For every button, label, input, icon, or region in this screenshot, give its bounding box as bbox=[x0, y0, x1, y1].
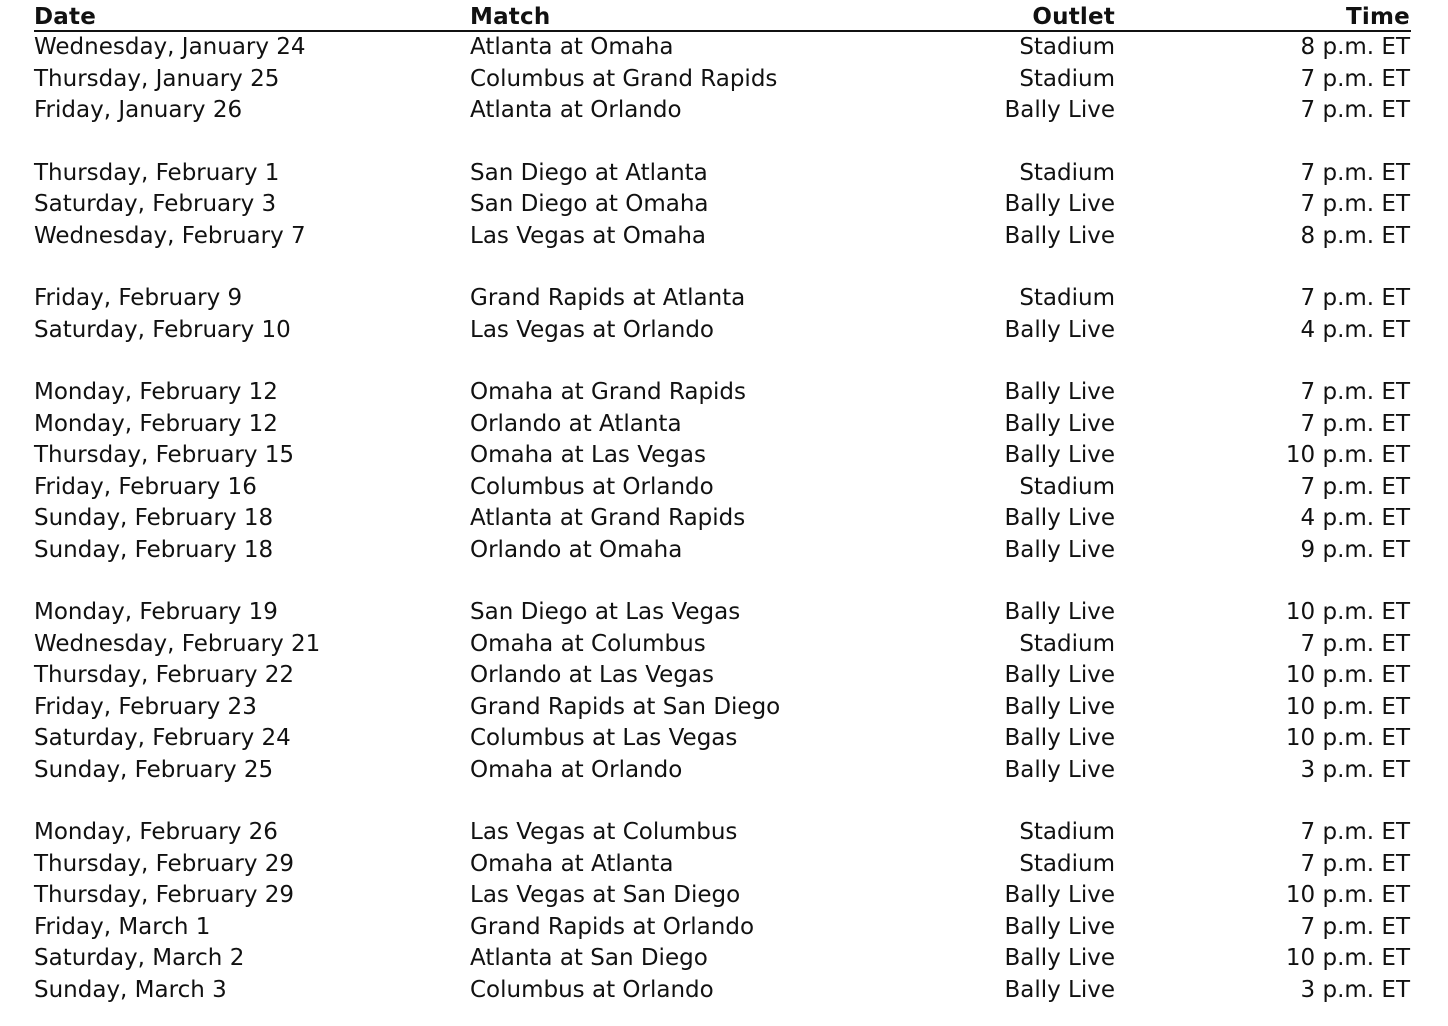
time-cell: 10 p.m. ET bbox=[1285, 662, 1410, 688]
time-cell: 7 p.m. ET bbox=[1300, 65, 1410, 92]
header-match: Match bbox=[470, 4, 551, 30]
table-row bbox=[34, 597, 1411, 629]
date-cell: Thursday, February 29 bbox=[34, 850, 295, 877]
table-row bbox=[34, 503, 1411, 535]
date-cell: Monday, February 12 bbox=[34, 379, 278, 405]
time-cell: 7 p.m. ET bbox=[1300, 410, 1410, 437]
outlet-cell: Bally Live bbox=[1004, 693, 1115, 720]
row-spacer bbox=[34, 127, 1411, 158]
outlet-cell: Bally Live bbox=[1004, 191, 1115, 217]
table-row bbox=[34, 755, 1411, 787]
table-row bbox=[34, 660, 1411, 692]
table-row bbox=[34, 535, 1411, 567]
date-cell: Sunday, March 3 bbox=[34, 976, 227, 1003]
outlet-cell: Bally Live bbox=[1004, 97, 1115, 123]
time-cell: 3 p.m. ET bbox=[1300, 976, 1410, 1003]
time-cell: 7 p.m. ET bbox=[1300, 379, 1410, 405]
table-row bbox=[34, 943, 1411, 975]
match-cell: Columbus at Las Vegas bbox=[470, 725, 738, 751]
date-cell: Wednesday, February 21 bbox=[34, 630, 321, 657]
outlet-cell: Bally Live bbox=[1004, 913, 1115, 940]
table-body bbox=[34, 32, 1411, 1006]
time-cell: 4 p.m. ET bbox=[1300, 505, 1410, 531]
time-cell: 10 p.m. ET bbox=[1285, 442, 1410, 468]
time-cell: 10 p.m. ET bbox=[1285, 693, 1410, 720]
outlet-cell: Bally Live bbox=[1004, 599, 1115, 625]
match-cell: Orlando at Atlanta bbox=[470, 410, 682, 437]
time-cell: 3 p.m. ET bbox=[1300, 756, 1410, 783]
date-cell: Thursday, January 25 bbox=[34, 65, 280, 92]
table-row bbox=[34, 158, 1411, 190]
table-row bbox=[34, 849, 1411, 881]
time-cell: 7 p.m. ET bbox=[1300, 819, 1410, 845]
outlet-cell: Bally Live bbox=[1004, 222, 1115, 249]
outlet-cell: Bally Live bbox=[1004, 410, 1115, 437]
outlet-cell: Bally Live bbox=[1004, 976, 1115, 1003]
date-cell: Friday, January 26 bbox=[34, 97, 243, 123]
date-cell: Sunday, February 18 bbox=[34, 536, 274, 563]
outlet-cell: Stadium bbox=[1019, 65, 1115, 92]
table-row bbox=[34, 880, 1411, 912]
match-cell: Atlanta at Orlando bbox=[470, 97, 682, 123]
table-row bbox=[34, 32, 1411, 64]
date-cell: Monday, February 26 bbox=[34, 819, 278, 845]
match-cell: Atlanta at San Diego bbox=[470, 945, 708, 971]
date-cell: Wednesday, February 7 bbox=[34, 222, 306, 249]
outlet-cell: Bally Live bbox=[1004, 725, 1115, 751]
date-cell: Thursday, February 1 bbox=[34, 159, 280, 186]
table-row bbox=[34, 440, 1411, 472]
table-row bbox=[34, 64, 1411, 96]
outlet-cell: Stadium bbox=[1019, 819, 1115, 845]
table-row bbox=[34, 377, 1411, 409]
table-row bbox=[34, 975, 1411, 1007]
table-row bbox=[34, 692, 1411, 724]
outlet-cell: Stadium bbox=[1019, 159, 1115, 186]
date-cell: Sunday, February 18 bbox=[34, 505, 274, 531]
time-cell: 10 p.m. ET bbox=[1285, 725, 1410, 751]
time-cell: 8 p.m. ET bbox=[1300, 34, 1410, 60]
match-cell: San Diego at Las Vegas bbox=[470, 599, 741, 625]
date-cell: Thursday, February 29 bbox=[34, 882, 295, 908]
table-header bbox=[34, 4, 1411, 32]
time-cell: 7 p.m. ET bbox=[1300, 473, 1410, 500]
table-row bbox=[34, 221, 1411, 253]
outlet-cell: Stadium bbox=[1019, 285, 1115, 311]
date-cell: Sunday, February 25 bbox=[34, 756, 274, 783]
row-spacer bbox=[34, 346, 1411, 377]
outlet-cell: Stadium bbox=[1019, 473, 1115, 500]
time-cell: 7 p.m. ET bbox=[1300, 913, 1410, 940]
match-cell: San Diego at Omaha bbox=[470, 191, 709, 217]
outlet-cell: Bally Live bbox=[1004, 536, 1115, 563]
outlet-cell: Stadium bbox=[1019, 630, 1115, 657]
match-cell: Omaha at Orlando bbox=[470, 756, 683, 783]
outlet-cell: Bally Live bbox=[1004, 379, 1115, 405]
row-spacer bbox=[34, 252, 1411, 283]
date-cell: Saturday, February 10 bbox=[34, 316, 291, 343]
outlet-cell: Bally Live bbox=[1004, 662, 1115, 688]
table-row bbox=[34, 283, 1411, 315]
time-cell: 7 p.m. ET bbox=[1300, 850, 1410, 877]
outlet-cell: Bally Live bbox=[1004, 945, 1115, 971]
date-cell: Friday, February 16 bbox=[34, 473, 257, 500]
date-cell: Friday, February 9 bbox=[34, 285, 243, 311]
match-cell: Omaha at Grand Rapids bbox=[470, 379, 747, 405]
time-cell: 10 p.m. ET bbox=[1285, 882, 1410, 908]
date-cell: Thursday, February 15 bbox=[34, 442, 295, 468]
time-cell: 4 p.m. ET bbox=[1300, 316, 1410, 343]
outlet-cell: Bally Live bbox=[1004, 442, 1115, 468]
table-row bbox=[34, 472, 1411, 504]
table-row bbox=[34, 189, 1411, 221]
date-cell: Friday, February 23 bbox=[34, 693, 257, 720]
date-cell: Saturday, March 2 bbox=[34, 945, 245, 971]
time-cell: 7 p.m. ET bbox=[1300, 97, 1410, 123]
date-cell: Monday, February 12 bbox=[34, 410, 278, 437]
match-cell: Atlanta at Grand Rapids bbox=[470, 505, 746, 531]
match-cell: Las Vegas at Orlando bbox=[470, 316, 715, 343]
table-row bbox=[34, 912, 1411, 944]
time-cell: 7 p.m. ET bbox=[1300, 630, 1410, 657]
time-cell: 10 p.m. ET bbox=[1285, 599, 1410, 625]
match-cell: Orlando at Omaha bbox=[470, 536, 683, 563]
match-cell: Columbus at Grand Rapids bbox=[470, 65, 778, 92]
table-row bbox=[34, 95, 1411, 127]
table-row bbox=[34, 723, 1411, 755]
table-row bbox=[34, 315, 1411, 347]
row-spacer bbox=[34, 786, 1411, 817]
outlet-cell: Bally Live bbox=[1004, 505, 1115, 531]
match-cell: Las Vegas at San Diego bbox=[470, 882, 741, 908]
outlet-cell: Bally Live bbox=[1004, 756, 1115, 783]
schedule-table bbox=[34, 4, 1411, 1006]
match-cell: Grand Rapids at Orlando bbox=[470, 913, 755, 940]
time-cell: 7 p.m. ET bbox=[1300, 285, 1410, 311]
match-cell: Atlanta at Omaha bbox=[470, 34, 674, 60]
match-cell: Omaha at Las Vegas bbox=[470, 442, 706, 468]
date-cell: Thursday, February 22 bbox=[34, 662, 295, 688]
date-cell: Saturday, February 24 bbox=[34, 725, 291, 751]
header-date: Date bbox=[34, 4, 97, 30]
date-cell: Saturday, February 3 bbox=[34, 191, 277, 217]
match-cell: Grand Rapids at Atlanta bbox=[470, 285, 746, 311]
table-row bbox=[34, 409, 1411, 441]
header-outlet: Outlet bbox=[1032, 4, 1115, 30]
outlet-cell: Stadium bbox=[1019, 34, 1115, 60]
match-cell: Las Vegas at Omaha bbox=[470, 222, 706, 249]
match-cell: Las Vegas at Columbus bbox=[470, 819, 738, 845]
match-cell: Orlando at Las Vegas bbox=[470, 662, 715, 688]
outlet-cell: Bally Live bbox=[1004, 882, 1115, 908]
date-cell: Wednesday, January 24 bbox=[34, 34, 306, 60]
date-cell: Monday, February 19 bbox=[34, 599, 278, 625]
match-cell: Columbus at Orlando bbox=[470, 473, 714, 500]
table-row bbox=[34, 817, 1411, 849]
time-cell: 7 p.m. ET bbox=[1300, 159, 1410, 186]
match-cell: San Diego at Atlanta bbox=[470, 159, 708, 186]
time-cell: 10 p.m. ET bbox=[1285, 945, 1410, 971]
outlet-cell: Stadium bbox=[1019, 850, 1115, 877]
table-row bbox=[34, 629, 1411, 661]
time-cell: 8 p.m. ET bbox=[1300, 222, 1410, 249]
outlet-cell: Bally Live bbox=[1004, 316, 1115, 343]
match-cell: Grand Rapids at San Diego bbox=[470, 693, 781, 720]
time-cell: 7 p.m. ET bbox=[1300, 191, 1410, 217]
time-cell: 9 p.m. ET bbox=[1300, 536, 1410, 563]
date-cell: Friday, March 1 bbox=[34, 913, 211, 940]
header-time: Time bbox=[1346, 4, 1410, 30]
match-cell: Columbus at Orlando bbox=[470, 976, 714, 1003]
match-cell: Omaha at Columbus bbox=[470, 630, 706, 657]
row-spacer bbox=[34, 566, 1411, 597]
match-cell: Omaha at Atlanta bbox=[470, 850, 674, 877]
